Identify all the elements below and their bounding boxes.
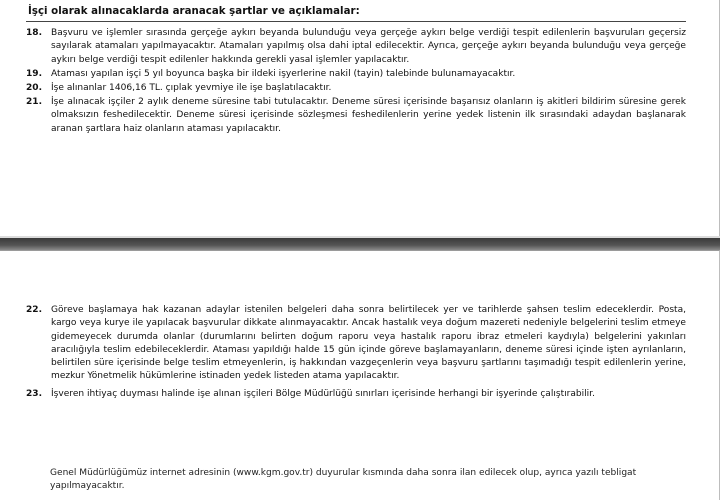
item-number: 23. bbox=[26, 389, 43, 399]
item-text: Ataması yapılan işçi 5 yıl boyunca başka bir ildeki işyerlerine nakil (tayin) talebinde bulunamayacaktır. bbox=[51, 69, 516, 79]
page-separator bbox=[0, 238, 720, 250]
section-heading: İşçi olarak alınacaklarda aranacak şartlar ve açıklamalar: bbox=[28, 6, 360, 17]
list-item-18 bbox=[26, 27, 686, 67]
item-number: 19. bbox=[26, 69, 43, 79]
item-number: 20. bbox=[26, 83, 43, 93]
footer-line-2: yapılmayacaktır. bbox=[50, 481, 125, 492]
footer-text bbox=[50, 467, 690, 494]
footer-line-1: Genel Müdürlüğümüz internet adresinin (www.kgm.gov.tr) duyurular kısmında daha sonra ilan edilecek olup, ayrıca yazılı tebligat bbox=[50, 468, 637, 478]
list-item-22 bbox=[26, 304, 686, 384]
item-number: 21. bbox=[26, 97, 43, 107]
item-text: İşe alınanlar 1406,16 TL. çıplak yevmiye ile işe başlatılacaktır. bbox=[51, 83, 332, 93]
item-text: İşveren ihtiyaç duyması halinde işe alınan işçileri Bölge Müdürlüğü sınırları içerisinde herhangi bir işyerinde çalıştırabilir. bbox=[51, 389, 595, 399]
list-item-23 bbox=[26, 388, 686, 401]
list-item-20 bbox=[26, 82, 686, 95]
item-number: 22. bbox=[26, 305, 43, 315]
document-page-top bbox=[0, 0, 720, 236]
heading-underline bbox=[26, 21, 686, 22]
item-text: Başvuru ve işlemler sırasında gerçeğe aykırı beyanda bulunduğu veya gerçeğe aykırı belge verdiği tespit edilenlerin başvuruları geçersiz sayılarak atamaları yapılmayacaktır. Atamaları yapılmış olsa dahi iptal edilecektir. Ayrıca, gerçeğe aykırı beyanda bulunduğu veya gerçeğe aykırı belge verdiği tespit edilenler hakkında gerekli yasal işlemler yapılacaktır. bbox=[51, 28, 686, 65]
item-number: 18. bbox=[26, 28, 43, 38]
list-item-21 bbox=[26, 96, 686, 136]
item-text: İşe alınacak işçiler 2 aylık deneme süresine tabi tutulacaktır. Deneme süresi içerisinde başarısız olanların iş akitleri bildirim süresine gerek olmaksızın feshedilecektir. Deneme süresi içerisinde sözleşmesi feshedilenlerin yerine yedek listenin ilk sırasındaki adaydan başlanarak aranan şartlara haiz olanların ataması yapılacaktır. bbox=[51, 97, 686, 134]
item-text: Göreve başlamaya hak kazanan adaylar istenilen belgeleri daha sonra belirtilecek yer ve tarihlerde şahsen teslim edeceklerdir. Posta, kargo veya kurye ile yapılacak başvurular dikkate alınmayacaktır. Ancak hastalık veya doğum mazereti nedeniyle belgelerini teslim etmeye gidemeyecek durumda olanlar (durumlarını belirten doğum raporu veya hastalık raporu ibraz etmeleri kaydıyla) belgelerini yakınları aracılığıyla teslim edebileceklerdir. Ataması yapıldığı halde 15 gün içinde göreve başlamayanların, deneme süresi içinde işten ayrılanların, belirtilen süre içerisinde belge teslim etmeyenlerin, iş hakkından vazgeçenlerin veya başvuru şartlarını taşımadığı tespit edilenlerin yerine, mezkur Yönetmelik hükümlerine istinaden yedek listeden atama yapılacaktır. bbox=[51, 305, 686, 382]
list-item-19 bbox=[26, 68, 686, 81]
